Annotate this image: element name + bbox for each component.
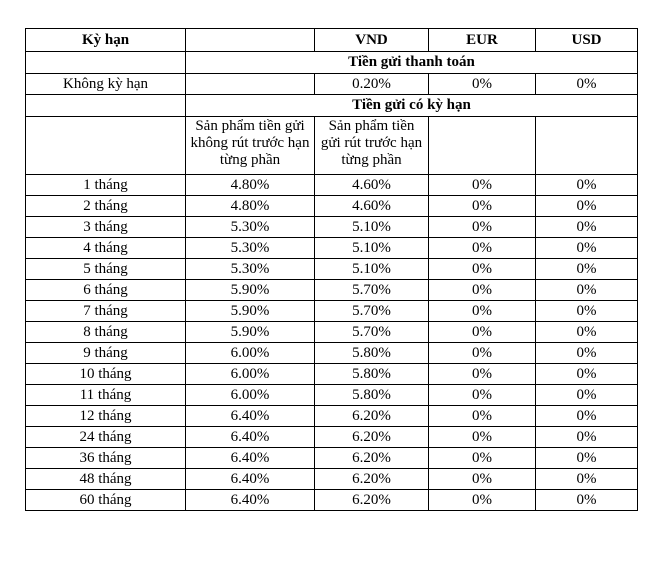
term-cell: 9 tháng [26,343,186,364]
product-subheader-row [26,117,638,175]
no-early-rate-cell: 4.80% [186,175,315,196]
no-early-rate-cell: 5.90% [186,301,315,322]
early-rate-cell: 6.20% [315,490,429,511]
no-early-rate-cell: 6.00% [186,343,315,364]
eur-rate-cell: 0% [429,259,536,280]
eur-rate-cell: 0% [429,196,536,217]
subheader-blank [26,117,186,175]
term-section-row [26,95,638,117]
usd-rate-cell: 0% [536,259,638,280]
usd-rate-cell: 0% [536,448,638,469]
table-row [26,364,638,385]
payment-section-row [26,52,638,74]
usd-rate-cell: 0% [536,217,638,238]
no-early-rate-cell: 6.40% [186,448,315,469]
demand-term: Không kỳ hạn [26,74,186,95]
interest-rate-table-body [26,29,638,511]
early-rate-cell: 5.80% [315,385,429,406]
eur-rate-cell: 0% [429,469,536,490]
term-cell: 4 tháng [26,238,186,259]
eur-rate-cell: 0% [429,490,536,511]
table-row [26,238,638,259]
table-row [26,196,638,217]
early-rate-cell: 5.10% [315,238,429,259]
table-row [26,469,638,490]
demand-vnd: 0.20% [315,74,429,95]
eur-rate-cell: 0% [429,385,536,406]
subheader-eur-blank [429,117,536,175]
usd-rate-cell: 0% [536,469,638,490]
section-spacer [26,95,186,117]
usd-rate-cell: 0% [536,196,638,217]
usd-rate-cell: 0% [536,280,638,301]
term-cell: 10 tháng [26,364,186,385]
usd-rate-cell: 0% [536,238,638,259]
table-row [26,280,638,301]
term-cell: 48 tháng [26,469,186,490]
term-cell: 24 tháng [26,427,186,448]
usd-rate-cell: 0% [536,322,638,343]
early-rate-cell: 5.10% [315,217,429,238]
table-row [26,322,638,343]
term-cell: 8 tháng [26,322,186,343]
term-cell: 1 tháng [26,175,186,196]
term-cell: 6 tháng [26,280,186,301]
early-rate-cell: 5.70% [315,322,429,343]
term-cell: 12 tháng [26,406,186,427]
usd-rate-cell: 0% [536,364,638,385]
header-row [26,29,638,52]
term-cell: 11 tháng [26,385,186,406]
term-cell: 60 tháng [26,490,186,511]
table-row [26,448,638,469]
eur-rate-cell: 0% [429,238,536,259]
no-early-rate-cell: 6.00% [186,385,315,406]
eur-rate-cell: 0% [429,301,536,322]
table-row [26,301,638,322]
eur-rate-cell: 0% [429,175,536,196]
term-cell: 36 tháng [26,448,186,469]
term-cell: 7 tháng [26,301,186,322]
no-early-rate-cell: 6.00% [186,364,315,385]
no-early-rate-cell: 6.40% [186,469,315,490]
payment-section-title: Tiền gửi thanh toán [186,52,638,74]
usd-rate-cell: 0% [536,406,638,427]
table-row [26,217,638,238]
usd-rate-cell: 0% [536,385,638,406]
interest-rate-table [25,28,638,511]
no-early-rate-cell: 6.40% [186,406,315,427]
no-early-rate-cell: 5.30% [186,217,315,238]
table-row [26,406,638,427]
table-row [26,427,638,448]
eur-rate-cell: 0% [429,343,536,364]
usd-rate-cell: 0% [536,490,638,511]
term-cell: 3 tháng [26,217,186,238]
header-vnd: VND [315,29,429,52]
no-early-rate-cell: 5.30% [186,259,315,280]
table-row [26,175,638,196]
term-cell: 5 tháng [26,259,186,280]
product-early-withdrawal: Sản phẩm tiền gửi rút trước hạn từng phần [315,117,429,175]
table-row [26,490,638,511]
demand-deposit-row [26,74,638,95]
no-early-rate-cell: 5.90% [186,280,315,301]
early-rate-cell: 5.70% [315,280,429,301]
eur-rate-cell: 0% [429,364,536,385]
usd-rate-cell: 0% [536,343,638,364]
header-term: Kỳ hạn [26,29,186,52]
no-early-rate-cell: 5.30% [186,238,315,259]
demand-usd: 0% [536,74,638,95]
eur-rate-cell: 0% [429,406,536,427]
usd-rate-cell: 0% [536,301,638,322]
early-rate-cell: 6.20% [315,406,429,427]
usd-rate-cell: 0% [536,427,638,448]
early-rate-cell: 4.60% [315,175,429,196]
eur-rate-cell: 0% [429,217,536,238]
eur-rate-cell: 0% [429,427,536,448]
table-row [26,259,638,280]
table-row [26,385,638,406]
early-rate-cell: 4.60% [315,196,429,217]
eur-rate-cell: 0% [429,448,536,469]
demand-eur: 0% [429,74,536,95]
product-no-early-withdrawal: Sản phẩm tiền gửi không rút trước hạn từng phần [186,117,315,175]
usd-rate-cell: 0% [536,175,638,196]
header-blank [186,29,315,52]
early-rate-cell: 5.70% [315,301,429,322]
term-section-title: Tiền gửi có kỳ hạn [186,95,638,117]
section-spacer [26,52,186,74]
early-rate-cell: 6.20% [315,469,429,490]
no-early-rate-cell: 5.90% [186,322,315,343]
header-eur: EUR [429,29,536,52]
term-cell: 2 tháng [26,196,186,217]
subheader-usd-blank [536,117,638,175]
no-early-rate-cell: 4.80% [186,196,315,217]
early-rate-cell: 5.10% [315,259,429,280]
header-usd: USD [536,29,638,52]
table-row [26,343,638,364]
early-rate-cell: 5.80% [315,364,429,385]
eur-rate-cell: 0% [429,280,536,301]
demand-product [186,74,315,95]
no-early-rate-cell: 6.40% [186,490,315,511]
no-early-rate-cell: 6.40% [186,427,315,448]
early-rate-cell: 6.20% [315,427,429,448]
early-rate-cell: 5.80% [315,343,429,364]
early-rate-cell: 6.20% [315,448,429,469]
eur-rate-cell: 0% [429,322,536,343]
